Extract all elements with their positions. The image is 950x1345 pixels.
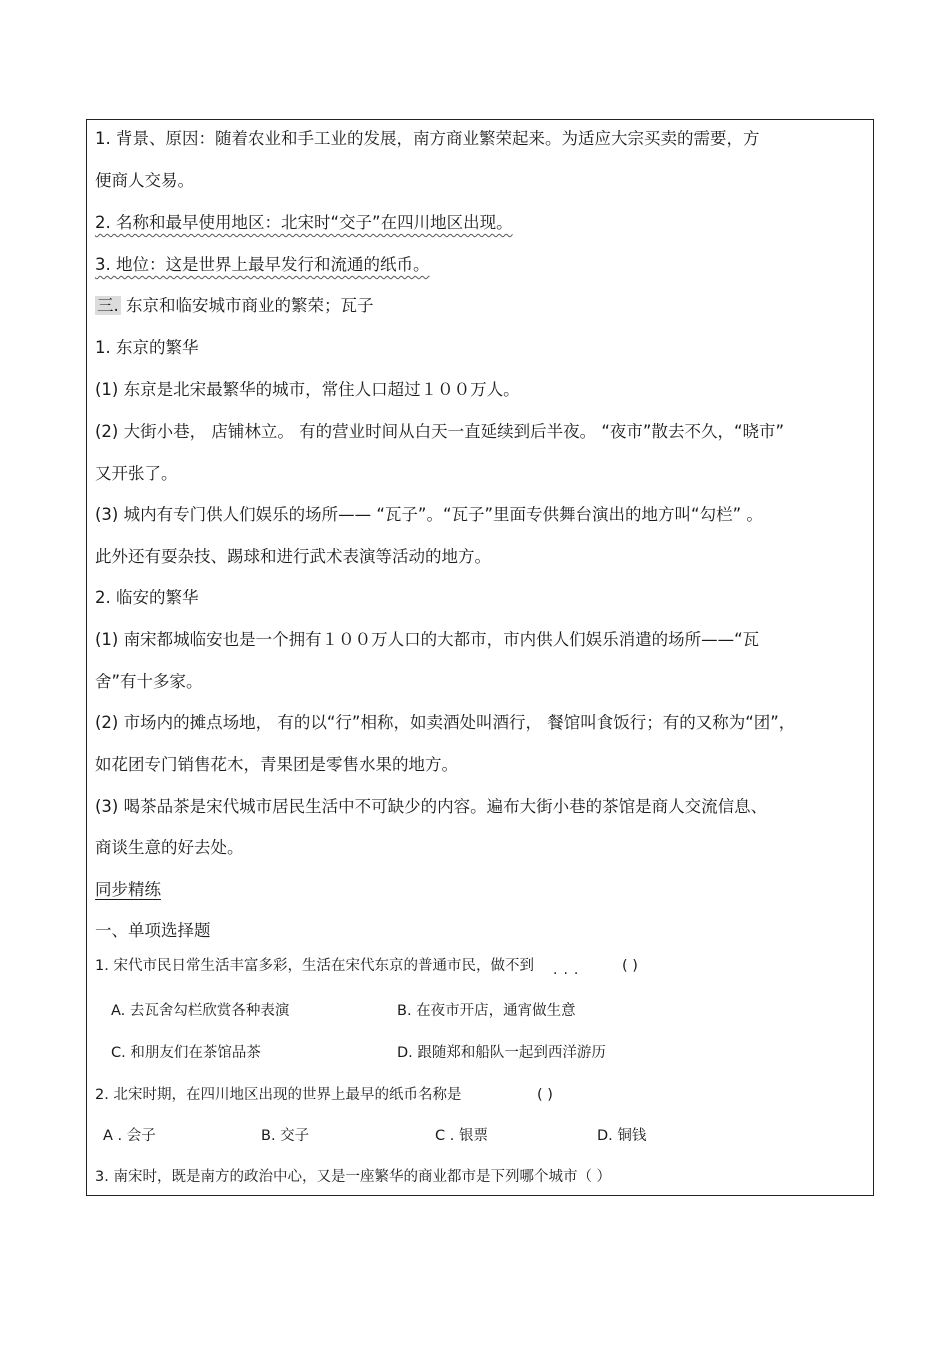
text-line: 商谈生意的好去处。 xyxy=(95,838,244,857)
section-number: 三. xyxy=(97,296,119,315)
text-line: (3) 城内有专门供人们娱乐的场所—— “瓦子”。“瓦子”里面专供舞台演出的地方叫“勾栏” 。 xyxy=(95,505,763,524)
section-title: 东京和临安城市商业的繁荣；瓦子 xyxy=(126,296,374,315)
option-b: B. 交子 xyxy=(261,1128,310,1144)
practice-heading: 同步精练 xyxy=(95,880,161,899)
subheading: 1. 东京的繁华 xyxy=(95,338,199,357)
text-line: 便商人交易。 xyxy=(95,171,194,190)
text-line: (3) 喝茶品茶是宋代城市居民生活中不可缺少的内容。遍布大街小巷的茶馆是商人交流信息、 xyxy=(95,797,768,816)
question-section-heading: 一、单项选择题 xyxy=(95,921,211,940)
content-frame xyxy=(86,119,874,1196)
option-a: A. 去瓦舍勾栏欣赏各种表演 xyxy=(111,1003,290,1019)
option-c: C . 银票 xyxy=(435,1128,488,1144)
option-c: C. 和朋友们在茶馆品茶 xyxy=(111,1045,261,1061)
text-line: (2) 市场内的摊点场地， 有的以“行”相称，如卖酒处叫酒行， 餐馆叫食饭行；有的又称为“团”， xyxy=(95,713,796,732)
question-1-stem: 1. 宋代市民日常生活丰富多彩，生活在宋代东京的普通市民，做不到 xyxy=(95,958,534,974)
option-d: D. 铜钱 xyxy=(597,1128,647,1144)
answer-paren: ( ) xyxy=(537,1087,553,1103)
option-b: B. 在夜市开店，通宵做生意 xyxy=(397,1003,576,1019)
text-line: (1) 南宋都城临安也是一个拥有１００万人口的大都市，市内供人们娱乐消遣的场所——“瓦 xyxy=(95,630,760,649)
text-line: 如花团专门销售花木，青果团是零售水果的地方。 xyxy=(95,755,458,774)
question-2-stem: 2. 北宋时期，在四川地区出现的世界上最早的纸币名称是 xyxy=(95,1087,462,1103)
text-line-underlined: 2. 名称和最早使用地区：北宋时“交子”在四川地区出现。 xyxy=(95,213,513,232)
text-line: 舍”有十多家。 xyxy=(95,672,203,691)
text-line: 1. 背景、原因：随着农业和手工业的发展，南方商业繁荣起来。为适应大宗买卖的需要，方 xyxy=(95,129,760,148)
text-line-underlined: 3. 地位：这是世界上最早发行和流通的纸币。 xyxy=(95,255,430,274)
option-d: D. 跟随郑和船队一起到西洋游历 xyxy=(397,1045,606,1061)
text-line: 又开张了。 xyxy=(95,464,178,483)
text-line: (1) 东京是北宋最繁华的城市，常住人口超过１００万人。 xyxy=(95,380,520,399)
subheading: 2. 临安的繁华 xyxy=(95,588,199,607)
text-line: (2) 大街小巷， 店铺林立。 有的营业时间从白天一直延续到后半夜。 “夜市”散去不久，“晓市” xyxy=(95,422,785,441)
emphasis-dots: ... xyxy=(553,962,585,978)
question-3-stem: 3. 南宋时，既是南方的政治中心，又是一座繁华的商业都市是下列哪个城市（ ） xyxy=(95,1169,612,1185)
answer-paren: ( ) xyxy=(622,958,638,974)
section-heading xyxy=(95,295,374,317)
text-line: 此外还有耍杂技、踢球和进行武术表演等活动的地方。 xyxy=(95,547,491,566)
option-a: A . 会子 xyxy=(103,1128,156,1144)
